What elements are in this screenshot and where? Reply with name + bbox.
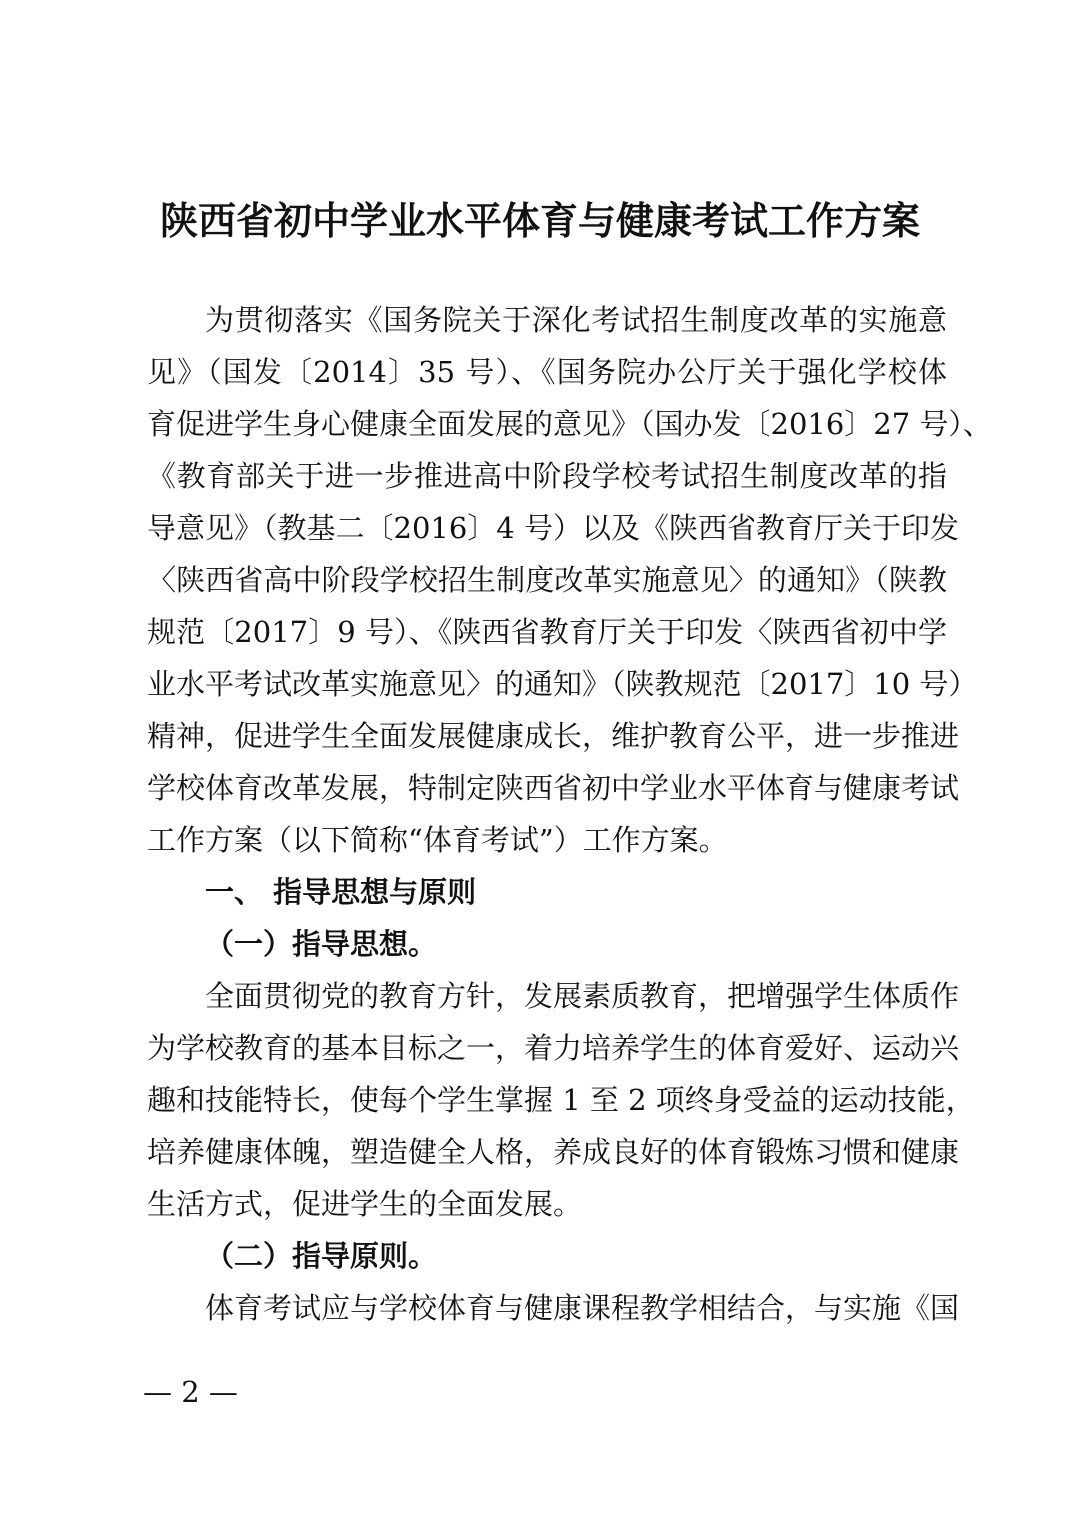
paragraph-line: 见》（国发〔2014〕35 号）、《国务院办公厅关于强化学校体: [147, 355, 947, 389]
paragraph-line: 生活方式，促进学生的全面发展。: [147, 1187, 583, 1221]
document-title: 陕西省初中学业水平体育与健康考试工作方案: [159, 199, 920, 243]
paragraph-line: 培养健康体魄，塑造健全人格，养成良好的体育锻炼习惯和健康: [147, 1135, 960, 1169]
paragraph-line: 全面贯彻党的教育方针，发展素质教育，把增强学生体质作: [205, 979, 960, 1013]
paragraph-line: 规范〔2017〕9 号）、《陕西省教育厅关于印发〈陕西省初中学: [147, 615, 947, 649]
paragraph-line: 体育考试应与学校体育与健康课程教学相结合，与实施《国: [205, 1291, 960, 1325]
paragraph-line: 精神，促进学生全面发展健康成长，维护教育公平，进一步推进: [147, 719, 960, 753]
subsection-heading: （一）指导思想。: [205, 927, 438, 961]
paragraph-line: 《教育部关于进一步推进高中阶段学校考试招生制度改革的指: [147, 459, 947, 493]
paragraph-line: 导意见》（教基二〔2016〕4 号）以及《陕西省教育厅关于印发: [147, 511, 959, 545]
paragraph-line: 工作方案（以下简称“体育考试”）工作方案。: [147, 823, 728, 857]
section-heading: 一、 指导思想与原则: [205, 875, 477, 909]
subsection-heading: （二）指导原则。: [205, 1239, 438, 1273]
paragraph-line: 业水平考试改革实施意见〉的通知》（陕教规范〔2017〕10 号）: [147, 667, 978, 701]
paragraph-line: 为学校教育的基本目标之一，着力培养学生的体育爱好、运动兴: [147, 1031, 960, 1065]
page-number: — 2 —: [143, 1375, 238, 1409]
paragraph-line: 趣和技能特长，使每个学生掌握 1 至 2 项终身受益的运动技能，: [147, 1083, 975, 1117]
paragraph-line: 学校体育改革发展，特制定陕西省初中学业水平体育与健康考试: [147, 771, 960, 805]
paragraph-line: 〈陕西省高中阶段学校招生制度改革实施意见〉的通知》（陕教: [147, 563, 947, 597]
paragraph-line: 为贯彻落实《国务院关于深化考试招生制度改革的实施意: [205, 303, 947, 337]
paragraph-line: 育促进学生身心健康全面发展的意见》（国办发〔2016〕27 号）、: [147, 407, 992, 441]
